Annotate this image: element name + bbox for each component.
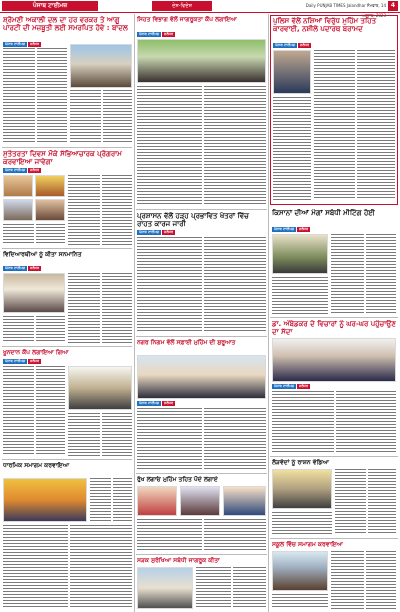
- article-text: [68, 413, 132, 456]
- article-text: [272, 512, 332, 535]
- headline: ਨਗਰ ਨਿਗਮ ਵੱਲੋਂ ਸਫ਼ਾਈ ਮੁਹਿੰਮ ਦੀ ਸ਼ੁਰੂਆਤ: [137, 339, 236, 346]
- portrait-photo: [3, 199, 33, 221]
- news-photo: [137, 567, 193, 609]
- portrait-photo: [35, 199, 65, 221]
- byline-tag: ਪੰਜਾਬ ਟਾਈਮਜ਼ ਜਲੰਧਰ: [139, 401, 174, 405]
- article-text: [68, 175, 132, 245]
- article-divider: [270, 456, 398, 457]
- page-number: 4: [388, 1, 398, 11]
- headline: ਸੜਕ ਸੁਰੱਖਿਆ ਸਬੰਧੀ ਜਾਗਰੂਕ ਕੀਤਾ: [137, 557, 220, 564]
- news-photo: [137, 355, 266, 399]
- article-text: [3, 316, 65, 343]
- byline-tag: ਪੰਜਾਬ ਟਾਈਮਜ਼ ਜਲੰਧਰ: [274, 227, 309, 231]
- headline: ਪ੍ਰਸ਼ਾਸਨ ਵੱਲੋਂ ਹੜ੍ਹ ਪ੍ਰਭਾਵਿਤ ਖੇਤਰਾਂ ਵਿੱਚ ਰਾਹਤ ਕਾਰਜ ਜਾਰੀ: [137, 212, 249, 228]
- article-text: [137, 519, 266, 551]
- portrait-photo: [35, 175, 65, 197]
- portrait-photo: [180, 486, 220, 516]
- news-photo: [70, 44, 132, 88]
- article-text: [137, 86, 266, 206]
- byline-tag: ਪੰਜਾਬ ਟਾਈਮਜ਼ ਜਲੰਧਰ: [139, 32, 174, 36]
- headline: ਸਿਹਤ ਵਿਭਾਗ ਵੱਲੋਂ ਜਾਗਰੂਕਤਾ ਕੈਂਪ ਲਗਾਇਆ: [137, 16, 237, 23]
- article-text: [3, 48, 67, 144]
- article-divider: [270, 317, 398, 318]
- newspaper-title: ਪੰਜਾਬ ਟਾਈਮਜ਼: [2, 1, 98, 11]
- issue-date: Daily PUNJAB TIMES Jalandhar ਸੋਮਵਾਰ, 14 ਅਗਸਤ, 2023: [305, 3, 386, 18]
- section-label: ਦੇਸ਼-ਵਿਦੇਸ਼: [152, 1, 212, 11]
- article-text: [272, 391, 396, 453]
- headline: ਪੁਲਿਸ ਵੱਲੋਂ ਨਸ਼ਿਆਂ ਵਿਰੁੱਧ ਮੁਹਿੰਮ ਤਹਿਤ ਕਾਰਵਾਈ, ਨਸ਼ੀਲੇ ਪਦਾਰਥ ਬਰਾਮਦ: [273, 17, 377, 33]
- headline: ਰੁੱਖ ਲਗਾਓ ਮੁਹਿੰਮ ਤਹਿਤ ਪੌਦੇ ਲਗਾਏ: [137, 476, 218, 483]
- byline-tag: ਪੰਜਾਬ ਟਾਈਮਜ਼ ਜਲੰਧਰ: [139, 230, 174, 234]
- article-text: [331, 234, 396, 314]
- portrait-photo: [273, 50, 311, 94]
- headline: ਡਾ. ਅੰਬੇਡਕਰ ਦੇ ਵਿਚਾਰਾਂ ਨੂੰ ਘਰ-ਘਰ ਪਹੁੰਚਾਉਣ ਦਾ ਸੱਦਾ: [272, 320, 396, 336]
- news-photo: [3, 478, 87, 522]
- article-divider: [136, 554, 267, 555]
- article-text: [68, 273, 132, 343]
- headline: ਸਕੂਲ ਵਿੱਚ ਸਮਾਗਮ ਕਰਵਾਇਆ: [272, 541, 343, 548]
- news-photo: [3, 273, 65, 313]
- portrait-photo: [137, 486, 177, 516]
- article-divider: [2, 147, 132, 148]
- headline: ਸੁਤੰਤਰਤਾ ਦਿਵਸ ਮੌਕੇ ਸੱਭਿਆਚਾਰਕ ਪ੍ਰੋਗਰਾਮ ਕਰਵਾਇਆ ਜਾਵੇਗਾ: [3, 150, 122, 166]
- byline-tag: ਪੰਜਾਬ ਟਾਈਮਜ਼ ਜਲੰਧਰ: [5, 168, 40, 172]
- article-text: [3, 525, 132, 609]
- masthead: [0, 0, 400, 18]
- byline-tag: ਪੰਜਾਬ ਟਾਈਮਜ਼ ਜਲੰਧਰ: [274, 384, 309, 388]
- article-text: [314, 50, 395, 200]
- masthead-rule: [0, 12, 400, 13]
- headline: ਕਿਸਾਨਾਂ ਦੀਆਂ ਮੰਗਾਂ ਸਬੰਧੀ ਮੀਟਿੰਗ ਹੋਈ: [272, 209, 375, 217]
- article-text: [90, 478, 132, 522]
- news-photo: [272, 551, 328, 591]
- article-text: [3, 224, 65, 245]
- headline: ਸ਼੍ਰੋਮਣੀ ਅਕਾਲੀ ਦਲ ਦਾ ਹਰ ਵਰਕਰ ਤੇ ਆਗੂ ਪਾਰਟੀ ਦੀ ਮਜ਼ਬੂਤੀ ਲਈ ਸਮਰਪਿਤ ਹੋਵੇ : ਬਾਦਲ: [3, 16, 128, 32]
- byline-tag: ਪੰਜਾਬ ਟਾਈਮਜ਼ ਜਲੰਧਰ: [5, 359, 40, 363]
- article-text: [196, 567, 266, 609]
- news-photo: [137, 39, 266, 83]
- byline-tag: ਪੰਜਾਬ ਟਾਈਮਜ਼ ਜਲੰਧਰ: [275, 43, 310, 47]
- column-divider: [134, 14, 135, 612]
- column-divider: [268, 14, 269, 612]
- article-text: [70, 90, 132, 144]
- byline-tag: ਪੰਜਾਬ ਟਾਈਮਜ਼ ਜਲੰਧਰ: [5, 266, 40, 270]
- article-divider: [136, 473, 267, 474]
- portrait-photo: [3, 175, 33, 197]
- portrait-photo: [223, 486, 266, 516]
- news-photo: [272, 234, 328, 274]
- article-divider: [2, 346, 132, 347]
- headline: ਵਿਦਿਆਰਥੀਆਂ ਨੂੰ ਕੀਤਾ ਸਨਮਾਨਿਤ: [3, 251, 82, 258]
- article-text: [331, 551, 396, 609]
- byline-tag: ਪੰਜਾਬ ਟਾਈਮਜ਼ ਜਲੰਧਰ: [5, 42, 40, 46]
- article-divider: [270, 538, 398, 539]
- article-text: [273, 97, 311, 200]
- article-divider: [136, 336, 267, 337]
- article-text: [335, 469, 396, 535]
- headline: ਲੋੜਵੰਦਾਂ ਨੂੰ ਰਾਸ਼ਨ ਵੰਡਿਆ: [272, 459, 329, 466]
- news-photo: [272, 338, 396, 382]
- article-text: [137, 237, 266, 333]
- headline: ਧਾਰਮਿਕ ਸਮਾਗਮ ਕਰਵਾਇਆ: [3, 462, 70, 469]
- article-divider: [136, 209, 267, 210]
- article-text: [272, 277, 328, 314]
- headline: ਖੂਨਦਾਨ ਕੈਂਪ ਲਗਾਇਆ ਗਿਆ: [3, 349, 69, 356]
- article-divider: [2, 459, 132, 460]
- news-photo: [68, 366, 132, 410]
- article-divider: [2, 248, 132, 249]
- news-photo: [272, 469, 332, 509]
- article-text: [272, 594, 328, 609]
- article-text: [3, 366, 65, 456]
- article-text: [137, 408, 266, 470]
